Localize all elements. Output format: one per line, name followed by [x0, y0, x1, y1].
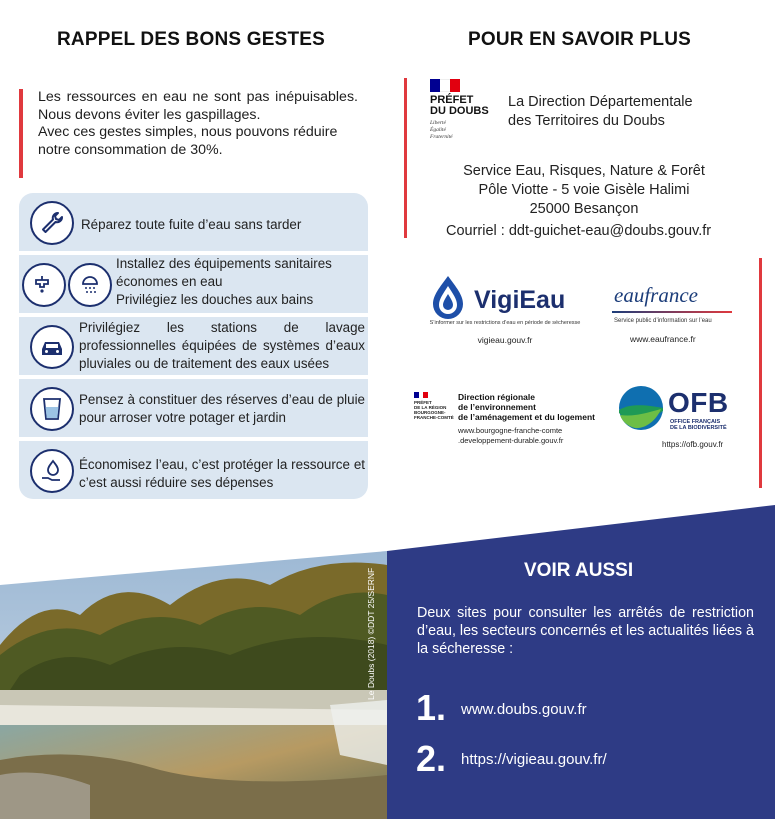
- prefet-line-1: PRÉFET: [430, 94, 474, 106]
- tip-line-2: Privilégiez les douches aux bains: [116, 292, 314, 307]
- eaufrance-url[interactable]: www.eaufrance.fr: [630, 334, 696, 344]
- org-line-1: La Direction Départementale: [508, 94, 693, 110]
- ofb-logo[interactable]: [616, 385, 741, 453]
- river-photo: [0, 505, 775, 819]
- intro-line-1: Les ressources en eau ne sont pas inépuisables. Nous devons éviter les gaspillages.: [38, 89, 358, 123]
- left-heading: RAPPEL DES BONS GESTES: [57, 29, 325, 50]
- org-line-2: des Territoires du Doubs: [508, 113, 665, 129]
- tip-card-leak: [19, 193, 368, 251]
- prefet-logo: [428, 79, 500, 149]
- vigieau-logo[interactable]: [410, 272, 600, 348]
- eaufrance-name: eaufrance: [614, 283, 698, 307]
- link-doubs[interactable]: www.doubs.gouv.fr: [461, 701, 587, 718]
- photo-credit: Le Doubs (2018) ©DDT 25/SERNF: [366, 567, 376, 700]
- wrench-icon: [30, 201, 74, 245]
- ofb-sub-2: DE LA BIODIVERSITÉ: [670, 425, 727, 431]
- intro-text: [38, 89, 358, 159]
- glass-icon: [30, 387, 74, 431]
- courriel[interactable]: Courriel : ddt-guichet-eau@doubs.gouv.fr: [446, 223, 712, 239]
- water-hand-icon: [30, 449, 74, 493]
- tip-card-rainwater: [19, 379, 368, 437]
- motto-2: Égalité: [430, 127, 446, 133]
- faucet-icon: [22, 263, 66, 307]
- tip-text: Pensez à constituer des réserves d’eau de pluie pour arroser votre potager et jardin: [79, 392, 365, 425]
- intro-accent-bar: [19, 89, 23, 178]
- dreal-url-1[interactable]: www.bourgogne-franche-comte: [458, 426, 563, 435]
- dreal-url-2[interactable]: .developpement-durable.gouv.fr: [458, 436, 564, 445]
- dreal-title-2: de l’environnement: [458, 402, 536, 412]
- dreal-small-3: BOURGOGNE-: [414, 410, 446, 415]
- tip-card-save-water: [19, 441, 368, 499]
- shower-icon: [68, 263, 112, 307]
- marianne-flag-icon: [414, 392, 428, 398]
- dreal-title-3: de l’aménagement et du logement: [458, 412, 595, 422]
- tip-text: [116, 255, 368, 309]
- eaufrance-underline: [612, 311, 732, 313]
- org-name: [508, 93, 693, 131]
- address: [419, 162, 749, 219]
- prefet-line-2: DU DOUBS: [430, 105, 489, 117]
- ofb-circle-icon: [618, 385, 664, 431]
- address-line-2: Pôle Viotte - 5 voie Gisèle Halimi: [478, 182, 690, 198]
- tip-card-equipment: [19, 255, 368, 313]
- tip-line-1: Installez des équipements sanitaires économes en eau: [116, 256, 332, 289]
- dreal-small-1: PRÉFET: [414, 400, 432, 405]
- voir-aussi-text: Deux sites pour consulter les arrêtés de restriction d’eau, les secteurs concernés et les actualités liées à la sécheresse :: [417, 605, 754, 657]
- tip-card-car-wash: [19, 317, 368, 375]
- marianne-flag-icon: [430, 79, 460, 92]
- tip-text: Réparez toute fuite d’eau sans tarder: [81, 217, 302, 232]
- contact-accent-bar: [404, 78, 407, 238]
- vigieau-name: VigiEau: [474, 286, 566, 314]
- dreal-small-2: DE LA RÉGION: [414, 405, 447, 410]
- dreal-title-1: Direction régionale: [458, 392, 535, 402]
- ofb-url[interactable]: https://ofb.gouv.fr: [662, 440, 724, 449]
- link-number-2: 2.: [416, 738, 447, 779]
- dreal-small-4: FRANCHE-COMTÉ: [414, 415, 454, 420]
- vigieau-url[interactable]: vigieau.gouv.fr: [477, 335, 533, 345]
- tip-text: Économisez l’eau, c’est protéger la ressource et c’est aussi réduire ses dépenses: [79, 457, 365, 490]
- ofb-name: OFB: [668, 387, 729, 418]
- link-number-1: 1.: [416, 687, 447, 728]
- motto-1: Liberté: [430, 120, 446, 126]
- car-icon: [30, 325, 74, 369]
- dreal-logo[interactable]: [412, 390, 612, 450]
- ofb-sub-1: OFFICE FRANÇAIS: [670, 419, 721, 425]
- water-drop-icon: [428, 274, 468, 320]
- eaufrance-logo[interactable]: [610, 280, 735, 350]
- eaufrance-tagline: Service public d’information sur l’eau: [614, 318, 712, 324]
- address-line-3: 25000 Besançon: [529, 201, 639, 217]
- address-line-1: Service Eau, Risques, Nature & Forêt: [463, 163, 705, 179]
- voir-aussi-heading: VOIR AUSSI: [524, 560, 634, 581]
- logos-accent-bar: [759, 258, 762, 488]
- intro-line-2: Avec ces gestes simples, nous pouvons réduire notre consommation de 30%.: [38, 124, 338, 158]
- link-vigieau[interactable]: https://vigieau.gouv.fr/: [461, 751, 607, 768]
- tip-text: Privilégiez les stations de lavage professionnelles équipées de systèmes d’eaux pluviales ou de traitement des eaux usées: [79, 320, 365, 371]
- vigieau-tagline: S’informer sur les restrictions d’eau en période de sécheresse: [429, 320, 581, 326]
- motto-3: Fraternité: [430, 134, 453, 140]
- right-heading: POUR EN SAVOIR PLUS: [468, 29, 692, 50]
